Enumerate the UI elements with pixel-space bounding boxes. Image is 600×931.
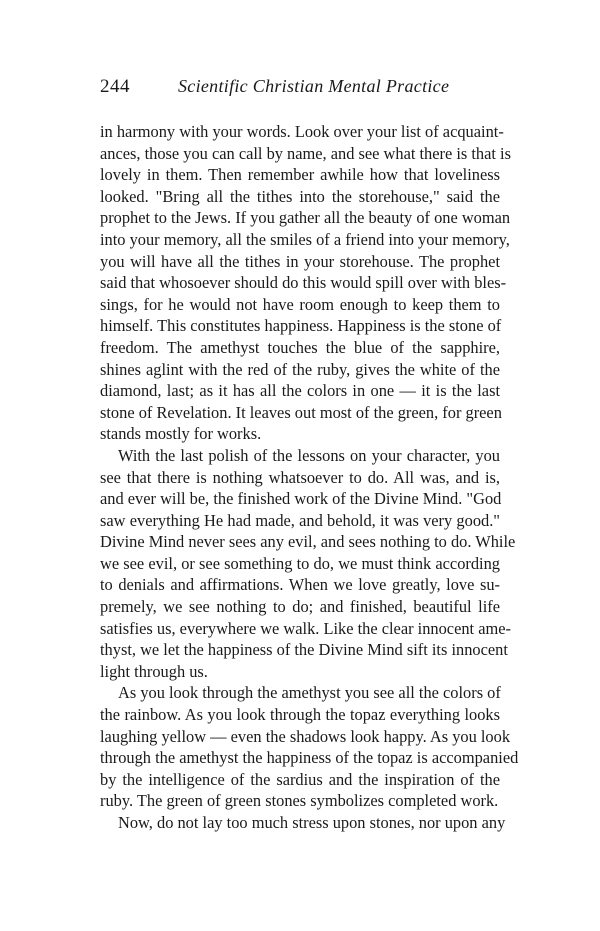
paragraph: [100, 445, 516, 683]
text-line: you will have all the tithes in your storehouse. The prophet: [100, 251, 500, 271]
running-title: Scientific Christian Mental Practice: [178, 76, 450, 96]
page-header: [100, 76, 500, 100]
text-line: ances, those you can call by name, and see what there is that is: [100, 143, 511, 163]
text-line: laughing yellow — even the shadows look happy. As you look: [100, 726, 511, 746]
text-line: to denials and affirmations. When we love greatly, love su-: [100, 575, 500, 595]
text-line: Divine Mind never sees any evil, and sees nothing to do. While: [100, 532, 516, 552]
text-line: see that there is nothing whatsoever to do. All was, and is,: [100, 467, 500, 487]
text-line: freedom. The amethyst touches the blue of the sapphire,: [100, 337, 500, 357]
text-line: by the intelligence of the sardius and the inspiration of the: [100, 769, 500, 789]
paragraph: [100, 812, 506, 834]
text-line: shines aglint with the red of the ruby, gives the white of the: [100, 359, 500, 379]
text-line: satisfies us, everywhere we walk. Like the clear innocent ame-: [100, 618, 511, 638]
paragraph: [100, 121, 511, 445]
text-line: prophet to the Jews. If you gather all the beauty of one woman: [100, 208, 511, 228]
paragraph: [100, 682, 519, 812]
text-line: and ever will be, the finished work of the Divine Mind. "God: [100, 489, 502, 509]
text-line: we see evil, or see something to do, we must think according: [100, 553, 500, 573]
text-line: diamond, last; as it has all the colors in one — it is the last: [100, 381, 500, 401]
page-number: 244: [100, 76, 130, 97]
text-line: As you look through the amethyst you see all the colors of: [118, 683, 501, 703]
text-line: sings, for he would not have room enough to keep them to: [100, 294, 500, 314]
text-line: With the last polish of the lessons on your character, you: [118, 445, 500, 465]
text-line: in harmony with your words. Look over your list of acquaint-: [100, 122, 504, 141]
text-line: ruby. The green of green stones symbolizes completed work.: [100, 791, 499, 811]
text-line: the rainbow. As you look through the topaz everything looks: [100, 705, 500, 725]
text-line: saw everything He had made, and behold, it was very good.": [100, 510, 500, 530]
text-line: lovely in them. Then remember awhile how that loveliness: [100, 165, 500, 185]
body-text: [100, 121, 519, 834]
text-line: into your memory, all the smiles of a friend into your memory,: [100, 229, 510, 249]
text-line: himself. This constitutes happiness. Happiness is the stone of: [100, 316, 502, 336]
text-line: thyst, we let the happiness of the Divine Mind sift its innocent: [100, 640, 508, 660]
text-line: Now, do not lay too much stress upon stones, nor upon any: [118, 813, 506, 832]
text-line: premely, we see nothing to do; and finished, beautiful life: [100, 597, 500, 617]
text-line: said that whosoever should do this would spill over with bles-: [100, 273, 507, 293]
text-line: through the amethyst the happiness of the topaz is accompanied: [100, 748, 519, 768]
text-line: light through us.: [100, 661, 208, 681]
text-line: looked. "Bring all the tithes into the storehouse," said the: [100, 186, 500, 206]
text-line: stands mostly for works.: [100, 424, 262, 444]
text-line: stone of Revelation. It leaves out most of the green, for green: [100, 402, 502, 422]
